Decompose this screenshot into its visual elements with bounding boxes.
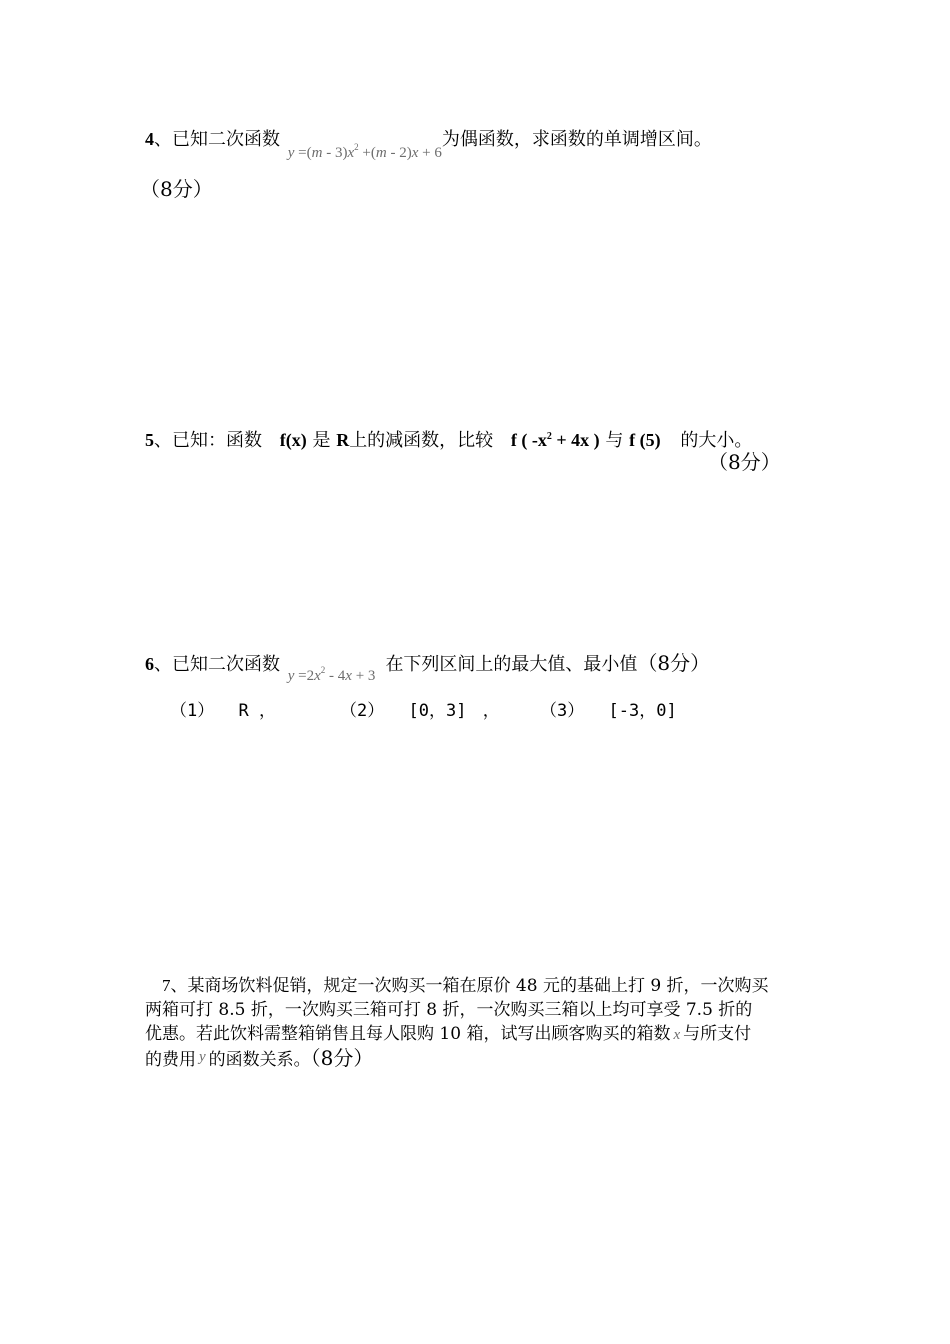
question-7-number: 7 (162, 976, 171, 995)
part-2-interval: [0，3] (408, 701, 467, 721)
question-7-line-3 (145, 1022, 751, 1047)
question-5-text-b: 是 (312, 430, 331, 451)
question-5-text-a: 、已知：函数 (154, 430, 262, 451)
question-7-line-1 (162, 974, 769, 998)
question-5-text-d: 与 (605, 430, 624, 451)
question-7-line-2: 两箱可打 8.5 折，一次购买三箱可打 8 折，一次购买三箱以上均可享受 7.5 折的 (145, 1000, 753, 1020)
question-6 (145, 651, 711, 684)
question-5-expr2: f (5) (629, 430, 661, 450)
question-7-text-1: 、某商场饮料促销，规定一次购买一箱在原价 48 元的基础上打 9 折，一次购买 (170, 976, 769, 996)
question-5-text-c: 上的减函数，比较 (349, 430, 494, 451)
question-4-text-after: 为偶函数，求函数的单调增区间。 (441, 129, 712, 150)
question-6-part-1 (170, 700, 276, 722)
question-7-line-4 (145, 1046, 373, 1073)
question-6-text: 、已知二次函数 (154, 654, 280, 675)
part-2-sep: ， (482, 701, 500, 721)
part-3-label: （3） (540, 701, 585, 721)
question-4-formula: $y =(m - 3)x^2 +(m - 2)x + 6$ (287, 142, 442, 161)
question-5 (145, 426, 752, 452)
question-7-var-x: x (673, 1027, 681, 1043)
question-6-score: （8分） (637, 651, 711, 675)
part-3-interval: [-3，0] (608, 701, 677, 721)
question-5-fx: f(x) (279, 430, 307, 450)
question-6-part-2 (340, 700, 500, 722)
part-1-interval: R (238, 701, 249, 721)
part-2-label: （2） (340, 701, 385, 721)
part-1-label: （1） (170, 701, 215, 721)
part-1-sep: ， (259, 701, 276, 721)
question-4-text: 、已知二次函数 (154, 129, 280, 150)
question-5-R: R (336, 430, 350, 450)
question-4-number: 4 (145, 129, 154, 149)
question-7-var-y: y (199, 1049, 206, 1065)
question-7-text-3a: 优惠。若此饮料需整箱销售且每人限购 10 箱，试写出顾客购买的箱数 (145, 1024, 671, 1044)
question-4 (145, 128, 712, 161)
question-7-text-3b: 与所支付 (683, 1024, 752, 1044)
question-6-text-after: 在下列区间上的最大值、最小值 (385, 654, 638, 675)
question-5-number: 5 (145, 430, 154, 450)
question-6-formula: $y =2x^2 - 4x + 3$ (287, 665, 376, 684)
question-7-text-4b: 的函数关系。 (208, 1050, 311, 1070)
question-5-text-e: 的大小。 (680, 430, 753, 451)
question-5-score: （8分） (708, 450, 781, 474)
question-7-score: （8分） (310, 1046, 374, 1070)
question-6-part-3 (540, 700, 677, 722)
question-5-expr1: f ( $-x^2 + 4x$ ) (510, 430, 600, 450)
question-6-number: 6 (145, 654, 154, 674)
question-7-text-4a: 的费用 (145, 1050, 196, 1070)
question-4-score: （8分） (140, 177, 213, 201)
